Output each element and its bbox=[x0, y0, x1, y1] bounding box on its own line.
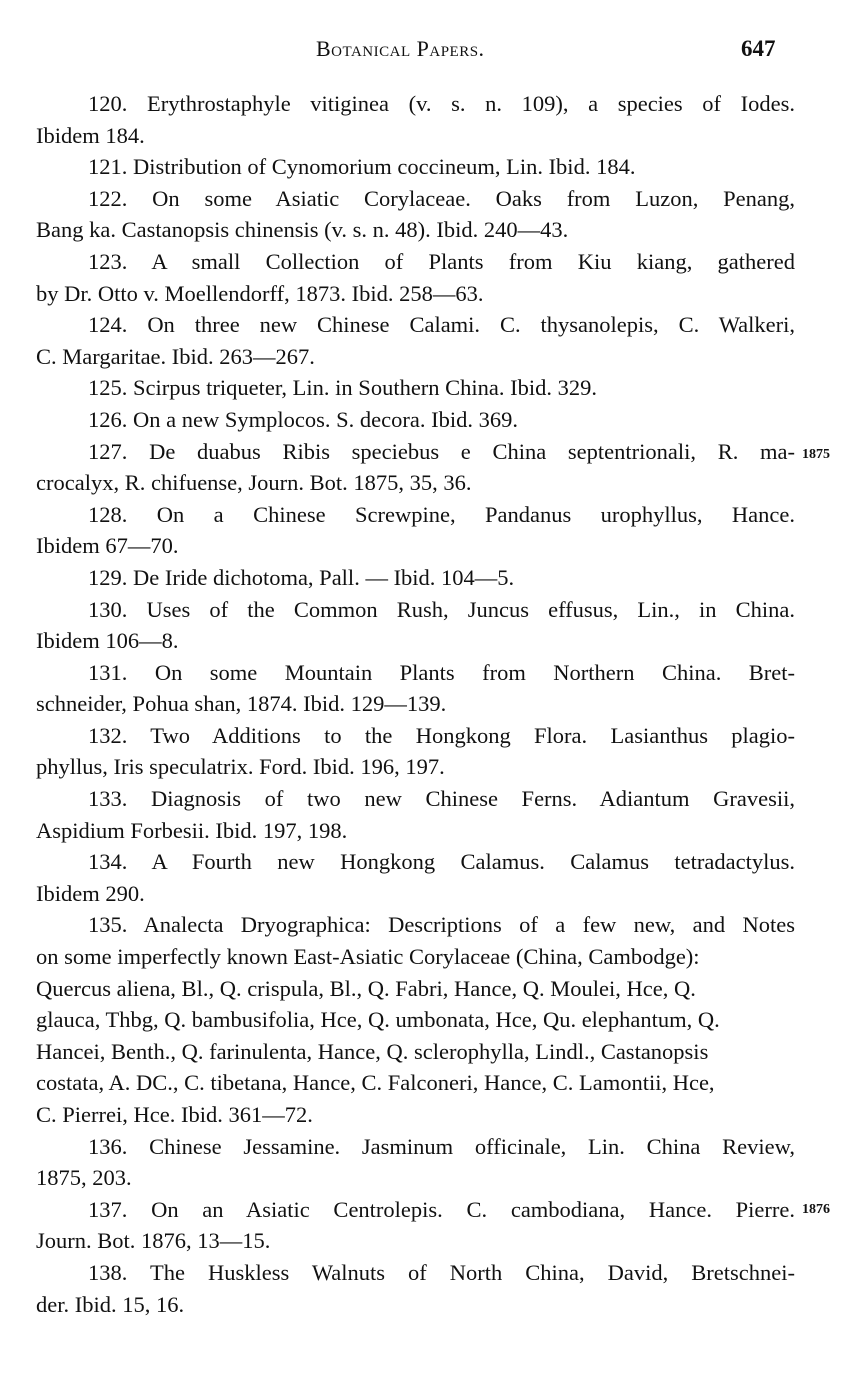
bibliography-entry bbox=[36, 720, 795, 783]
bibliography-entry bbox=[36, 1194, 795, 1257]
entry-number: 136. bbox=[88, 1133, 128, 1159]
entry-first-line: 120. Erythrostaphyle vitiginea (v. s. n. 109), a species of Iodes. bbox=[88, 91, 795, 116]
margin-year-note: 1876 bbox=[802, 1202, 830, 1217]
bibliography-entry bbox=[36, 246, 795, 309]
entry-continuation-line: on some imperfectly known East-Asiatic Corylaceae (China, Cambodge): bbox=[36, 944, 700, 970]
entry-number: 131. bbox=[88, 659, 128, 685]
entry-number: 120. bbox=[88, 91, 128, 116]
entry-first-line: 124. On three new Chinese Calami. C. thysanolepis, C. Walkeri, bbox=[88, 312, 795, 338]
entry-number: 122. bbox=[88, 185, 128, 211]
bibliography-entry bbox=[36, 562, 795, 594]
entry-first-line: 132. Two Additions to the Hongkong Flora. Lasianthus plagio- bbox=[88, 722, 796, 748]
entry-number: 124. bbox=[88, 312, 128, 338]
entry-number: 123. bbox=[88, 248, 128, 274]
bibliography-list bbox=[36, 88, 795, 1320]
entry-continuation-line: C. Pierrei, Hce. Ibid. 361—72. bbox=[36, 1102, 313, 1127]
entry-continuation-line: Quercus aliena, Bl., Q. crispula, Bl., Q. Fabri, Hance, Q. Moulei, Hce, Q. bbox=[36, 975, 696, 1001]
entry-continuation-line: phyllus, Iris speculatrix. Ford. Ibid. 196, 197. bbox=[36, 754, 445, 780]
entry-first-line: 135. Analecta Dryographica: Descriptions of a few new, and Notes bbox=[88, 912, 795, 938]
bibliography-entry bbox=[36, 909, 795, 1130]
entry-first-line: 121. Distribution of Cynomorium coccineum, Lin. Ibid. 184. bbox=[88, 154, 636, 180]
bibliography-entry bbox=[36, 783, 795, 846]
entry-number: 121. bbox=[88, 154, 128, 180]
entry-continuation-line: by Dr. Otto v. Moellendorff, 1873. Ibid. 258—63. bbox=[36, 280, 484, 306]
entry-continuation-line: der. Ibid. 15, 16. bbox=[36, 1291, 185, 1317]
entry-number: 127. bbox=[88, 438, 128, 464]
entry-continuation-line: Ibidem 67—70. bbox=[36, 533, 179, 559]
entry-first-line: 134. A Fourth new Hongkong Calamus. Calamus tetradactylus. bbox=[88, 849, 795, 875]
entry-first-line: 127. De duabus Ribis speciebus e China septentrionali, R. ma- bbox=[88, 438, 796, 464]
entry-number: 134. bbox=[88, 849, 128, 875]
bibliography-entry bbox=[36, 151, 795, 183]
running-title: Botanical Papers. bbox=[316, 36, 485, 61]
bibliography-entry bbox=[36, 372, 795, 404]
entry-continuation-line: Ibidem 290. bbox=[36, 880, 145, 906]
entry-number: 138. bbox=[88, 1259, 128, 1285]
entry-first-line: 123. A small Collection of Plants from Kiu kiang, gathered bbox=[88, 248, 796, 274]
bibliography-entry bbox=[36, 436, 795, 499]
bibliography-entry bbox=[36, 499, 795, 562]
entry-number: 133. bbox=[88, 786, 128, 812]
entry-first-line: 129. De Iride dichotoma, Pall. — Ibid. 104—5. bbox=[88, 564, 515, 590]
bibliography-entry bbox=[36, 183, 795, 246]
entry-first-line: 126. On a new Symplocos. S. decora. Ibid. 369. bbox=[88, 406, 518, 432]
entry-continuation-line: C. Margaritae. Ibid. 263—267. bbox=[36, 343, 315, 369]
entry-number: 128. bbox=[88, 501, 128, 527]
margin-year-note: 1875 bbox=[802, 447, 830, 462]
bibliography-entry bbox=[36, 88, 795, 151]
entry-continuation-line: glauca, Thbg, Q. bambusifolia, Hce, Q. umbonata, Hce, Qu. elephantum, Q. bbox=[36, 1007, 720, 1033]
entry-number: 129. bbox=[88, 564, 128, 590]
entry-first-line: 136. Chinese Jessamine. Jasminum officinale, Lin. China Review, bbox=[88, 1133, 795, 1159]
entry-continuation-line: crocalyx, R. chifuense, Journ. Bot. 1875, 35, 36. bbox=[36, 470, 472, 496]
page-number: 647 bbox=[741, 36, 776, 61]
entry-continuation-line: 1875, 203. bbox=[36, 1165, 132, 1191]
entry-first-line: 131. On some Mountain Plants from Northern China. Bret- bbox=[88, 659, 796, 685]
entry-first-line: 137. On an Asiatic Centrolepis. C. cambodiana, Hance. Pierre. bbox=[88, 1196, 796, 1222]
bibliography-entry bbox=[36, 404, 795, 436]
entry-first-line: 130. Uses of the Common Rush, Juncus effusus, Lin., in China. bbox=[88, 596, 795, 622]
entry-first-line: 122. On some Asiatic Corylaceae. Oaks from Luzon, Penang, bbox=[88, 185, 795, 211]
entry-continuation-line: Hancei, Benth., Q. farinulenta, Hance, Q. sclerophylla, Lindl., Castanopsis bbox=[36, 1038, 709, 1064]
entry-continuation-line: Bang ka. Castanopsis chinensis (v. s. n. 48). Ibid. 240—43. bbox=[36, 217, 569, 243]
entry-continuation-line: Ibidem 106—8. bbox=[36, 628, 179, 654]
entry-first-line: 128. On a Chinese Screwpine, Pandanus urophyllus, Hance. bbox=[88, 501, 795, 527]
entry-first-line: 133. Diagnosis of two new Chinese Ferns. Adiantum Gravesii, bbox=[88, 786, 796, 812]
entry-continuation-line: Aspidium Forbesii. Ibid. 197, 198. bbox=[36, 817, 348, 843]
entry-first-line: 138. The Huskless Walnuts of North China, David, Bretschnei- bbox=[88, 1259, 796, 1285]
bibliography-entry bbox=[36, 1257, 795, 1320]
bibliography-entry bbox=[36, 594, 795, 657]
bibliography-entry bbox=[36, 846, 795, 909]
entry-continuation-line: schneider, Pohua shan, 1874. Ibid. 129—139. bbox=[36, 691, 447, 717]
bibliography-entry bbox=[36, 1131, 795, 1194]
entry-number: 132. bbox=[88, 722, 128, 748]
entry-number: 135. bbox=[88, 912, 128, 938]
entry-continuation-line: costata, A. DC., C. tibetana, Hance, C. Falconeri, Hance, C. Lamontii, Hce, bbox=[36, 1070, 715, 1096]
page-header bbox=[0, 36, 850, 66]
entry-number: 126. bbox=[88, 406, 128, 432]
entry-number: 125. bbox=[88, 375, 128, 401]
entry-continuation-line: Ibidem 184. bbox=[36, 122, 145, 148]
entry-number: 130. bbox=[88, 596, 128, 622]
entry-first-line: 125. Scirpus triqueter, Lin. in Southern China. Ibid. 329. bbox=[88, 375, 598, 401]
bibliography-entry bbox=[36, 309, 795, 372]
entry-number: 137. bbox=[88, 1196, 128, 1222]
entry-continuation-line: Journ. Bot. 1876, 13—15. bbox=[36, 1228, 271, 1254]
bibliography-entry bbox=[36, 657, 795, 720]
